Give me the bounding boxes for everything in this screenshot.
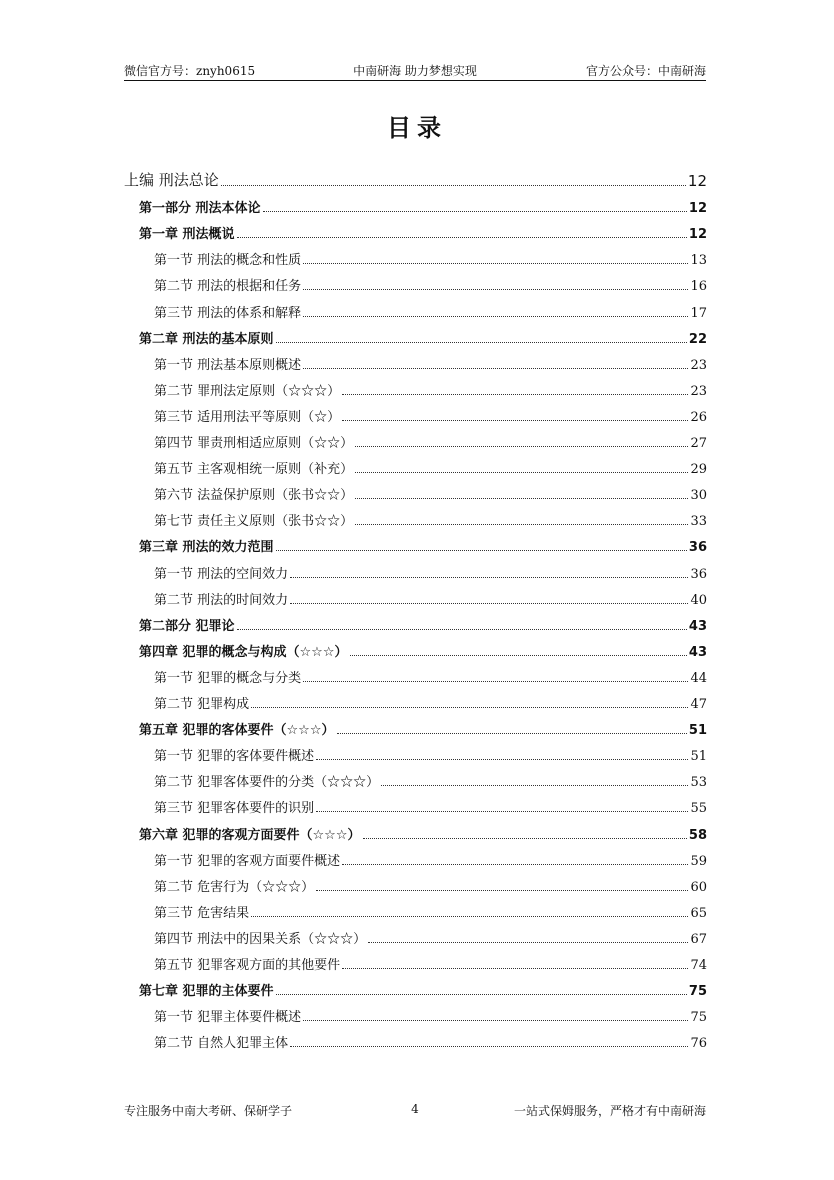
toc-entry[interactable] bbox=[124, 953, 707, 973]
toc-dot-leader bbox=[276, 549, 687, 551]
toc-entry-page: 17 bbox=[690, 305, 707, 321]
footer-right-text: 一站式保姆服务，严格才有中南研海 bbox=[513, 1104, 706, 1118]
toc-entry-title: 第一节 犯罪的概念与分类 bbox=[154, 670, 302, 686]
toc-entry[interactable] bbox=[124, 927, 707, 947]
toc-entry-title: 第三节 刑法的体系和解释 bbox=[154, 305, 302, 321]
toc-entry[interactable] bbox=[124, 274, 707, 294]
toc-entry-title: 第二节 自然人犯罪主体 bbox=[154, 1036, 289, 1052]
toc-entry-page: 75 bbox=[690, 1010, 707, 1026]
toc-dot-leader bbox=[237, 628, 687, 630]
toc-entry-title: 第二节 犯罪构成 bbox=[154, 697, 250, 712]
toc-dot-leader bbox=[337, 732, 687, 734]
toc-dot-leader bbox=[276, 341, 687, 343]
page-footer bbox=[124, 1100, 706, 1120]
toc-entry[interactable] bbox=[124, 196, 707, 216]
toc-entry[interactable] bbox=[124, 353, 707, 373]
toc-entry[interactable] bbox=[124, 483, 707, 503]
toc-entry-title: 第四节 刑法中的因果关系（☆☆☆） bbox=[154, 931, 367, 947]
toc-entry-title: 第七章 犯罪的主体要件 bbox=[139, 984, 274, 1000]
toc-entry-page: 30 bbox=[690, 488, 707, 504]
toc-entry-page: 47 bbox=[690, 697, 707, 712]
toc-entry[interactable] bbox=[124, 588, 707, 608]
toc-dot-leader bbox=[251, 915, 688, 917]
toc-entry[interactable] bbox=[124, 379, 707, 399]
toc-entry-page: 74 bbox=[690, 958, 707, 973]
page-header bbox=[124, 60, 706, 81]
toc-entry[interactable] bbox=[124, 457, 707, 477]
toc-entry-page: 59 bbox=[690, 853, 707, 869]
toc-entry-page: 23 bbox=[690, 383, 707, 399]
footer-left-text: 专注服务中南大考研、保研学子 bbox=[124, 1104, 293, 1118]
toc-entry-title: 第二节 刑法的根据和任务 bbox=[154, 279, 302, 295]
toc-entry-page: 65 bbox=[690, 905, 707, 921]
toc-entry-page: 43 bbox=[688, 618, 707, 634]
toc-dot-leader bbox=[303, 1019, 688, 1021]
toc-entry[interactable] bbox=[124, 222, 707, 242]
toc-entry-title: 第一部分 刑法本体论 bbox=[139, 201, 261, 217]
toc-entry-page: 44 bbox=[690, 670, 707, 686]
toc-dot-leader bbox=[221, 184, 686, 186]
toc-entry[interactable] bbox=[124, 562, 707, 582]
toc-dot-leader bbox=[316, 810, 688, 812]
toc-entry-page: 36 bbox=[690, 566, 707, 582]
toc-entry-title: 第三节 适用刑法平等原则（☆） bbox=[154, 409, 341, 425]
toc-dot-leader bbox=[251, 706, 688, 708]
toc-entry-page: 27 bbox=[690, 436, 707, 451]
toc-entry-page: 33 bbox=[690, 514, 707, 530]
toc-entry[interactable] bbox=[124, 901, 707, 921]
toc-entry-title: 第二部分 犯罪论 bbox=[139, 618, 235, 634]
toc-dot-leader bbox=[355, 497, 688, 499]
toc-entry-title: 第二章 刑法的基本原则 bbox=[139, 331, 274, 347]
toc-entry-title: 第五节 犯罪客观方面的其他要件 bbox=[154, 958, 341, 973]
page-title: 目录 bbox=[387, 114, 447, 142]
toc-entry-page: 60 bbox=[690, 879, 707, 895]
toc-entry-title: 第七节 责任主义原则（张书☆☆） bbox=[154, 514, 354, 530]
toc-entry-page: 51 bbox=[688, 723, 707, 739]
toc-entry[interactable] bbox=[124, 405, 707, 425]
toc-entry-page: 26 bbox=[690, 409, 707, 425]
toc-entry-page: 36 bbox=[688, 540, 707, 556]
toc-dot-leader bbox=[303, 262, 688, 264]
toc-entry-title: 第五节 主客观相统一原则（补充） bbox=[154, 462, 354, 478]
toc-entry[interactable] bbox=[124, 979, 707, 999]
toc-entry-page: 29 bbox=[690, 462, 707, 478]
toc-entry[interactable] bbox=[124, 431, 707, 451]
toc-entry[interactable] bbox=[124, 614, 707, 634]
toc-entry-page: 12 bbox=[688, 201, 707, 217]
toc-dot-leader bbox=[303, 680, 688, 682]
toc-entry[interactable] bbox=[124, 770, 707, 790]
toc-entry[interactable] bbox=[124, 535, 707, 555]
toc-entry-page: 51 bbox=[690, 749, 707, 765]
toc-entry-page: 12 bbox=[688, 227, 707, 243]
header-official-account: 官方公众号：中南研海 bbox=[585, 64, 706, 78]
toc-entry[interactable] bbox=[124, 718, 707, 738]
toc-entry-title: 第二节 罪刑法定原则（☆☆☆） bbox=[154, 383, 341, 399]
toc-entry-title: 第六章 犯罪的客观方面要件（☆☆☆） bbox=[139, 827, 361, 843]
toc-entry-page: 55 bbox=[690, 801, 707, 817]
toc-dot-leader bbox=[355, 471, 688, 473]
toc-entry-title: 第一节 犯罪主体要件概述 bbox=[154, 1010, 302, 1026]
toc-entry-title: 上编 刑法总论 bbox=[124, 171, 219, 189]
toc-entry[interactable] bbox=[124, 744, 707, 764]
toc-entry-title: 第二节 刑法的时间效力 bbox=[154, 592, 289, 608]
toc-entry[interactable] bbox=[124, 1005, 707, 1025]
toc-entry-page: 22 bbox=[688, 331, 707, 347]
toc-entry-title: 第三节 犯罪客体要件的识别 bbox=[154, 801, 315, 817]
toc-dot-leader bbox=[368, 941, 688, 943]
toc-dot-leader bbox=[355, 445, 688, 447]
toc-entry[interactable] bbox=[124, 509, 707, 529]
toc-entry[interactable] bbox=[124, 796, 707, 816]
toc-dot-leader bbox=[303, 288, 688, 290]
toc-dot-leader bbox=[342, 419, 688, 421]
toc-dot-leader bbox=[342, 863, 688, 865]
toc-entry-page: 75 bbox=[688, 984, 707, 1000]
toc-entry[interactable] bbox=[124, 640, 707, 660]
toc-dot-leader bbox=[276, 993, 687, 995]
toc-dot-leader bbox=[263, 210, 687, 212]
toc-entry-page: 53 bbox=[690, 775, 707, 791]
toc-entry-page: 23 bbox=[690, 357, 707, 373]
toc-entry[interactable] bbox=[124, 823, 707, 843]
toc-entry[interactable] bbox=[124, 248, 707, 268]
toc-dot-leader bbox=[237, 236, 687, 238]
toc-entry-title: 第二节 犯罪客体要件的分类（☆☆☆） bbox=[154, 775, 380, 791]
toc-entry-title: 第四章 犯罪的概念与构成（☆☆☆） bbox=[139, 644, 348, 660]
toc-entry-page: 40 bbox=[690, 592, 707, 608]
header-slogan: 中南研海 助力梦想实现 bbox=[353, 64, 477, 78]
toc-dot-leader bbox=[303, 315, 688, 317]
toc-dot-leader bbox=[316, 889, 688, 891]
toc-entry-page: 58 bbox=[688, 827, 707, 843]
toc-dot-leader bbox=[290, 602, 688, 604]
toc-entry[interactable] bbox=[124, 327, 707, 347]
toc-dot-leader bbox=[381, 784, 688, 786]
toc-entry[interactable] bbox=[124, 1031, 707, 1051]
toc-dot-leader bbox=[342, 393, 688, 395]
toc-entry-title: 第一节 犯罪的客观方面要件概述 bbox=[154, 853, 341, 869]
footer-page-number: 4 bbox=[411, 1102, 419, 1116]
toc-entry-page: 43 bbox=[688, 644, 707, 660]
toc-entry-title: 第一节 刑法的概念和性质 bbox=[154, 253, 302, 269]
toc-entry-title: 第五章 犯罪的客体要件（☆☆☆） bbox=[139, 723, 335, 739]
toc-entry[interactable] bbox=[124, 849, 707, 869]
toc-entry-page: 16 bbox=[690, 279, 707, 295]
toc-entry[interactable] bbox=[124, 692, 707, 712]
toc-dot-leader bbox=[303, 367, 688, 369]
toc-entry[interactable] bbox=[124, 301, 707, 321]
toc-dot-leader bbox=[363, 837, 687, 839]
toc-entry[interactable] bbox=[124, 170, 707, 190]
toc-entry-page: 67 bbox=[690, 931, 707, 947]
toc-entry[interactable] bbox=[124, 875, 707, 895]
toc-entry-page: 76 bbox=[690, 1036, 707, 1052]
toc-entry[interactable] bbox=[124, 666, 707, 686]
toc-dot-leader bbox=[350, 654, 687, 656]
header-wechat-id: 微信官方号：znyh0615 bbox=[124, 64, 256, 78]
toc-dot-leader bbox=[342, 967, 688, 969]
toc-dot-leader bbox=[290, 576, 688, 578]
toc-dot-leader bbox=[316, 758, 688, 760]
toc-entry-title: 第二节 危害行为（☆☆☆） bbox=[154, 879, 315, 895]
toc-entry-title: 第三节 危害结果 bbox=[154, 905, 250, 921]
toc-entry-page: 12 bbox=[687, 172, 707, 190]
toc-entry-title: 第一节 刑法基本原则概述 bbox=[154, 357, 302, 373]
toc-entry-page: 13 bbox=[690, 253, 707, 269]
toc-entry-title: 第三章 刑法的效力范围 bbox=[139, 540, 274, 556]
toc-entry-title: 第一章 刑法概说 bbox=[139, 227, 235, 243]
toc-entry-title: 第一节 刑法的空间效力 bbox=[154, 566, 289, 582]
toc-dot-leader bbox=[355, 523, 688, 525]
toc-entry-title: 第六节 法益保护原则（张书☆☆） bbox=[154, 488, 354, 504]
toc-entry-title: 第四节 罪责刑相适应原则（☆☆） bbox=[154, 436, 354, 451]
toc-dot-leader bbox=[290, 1045, 688, 1047]
toc-entry-title: 第一节 犯罪的客体要件概述 bbox=[154, 749, 315, 765]
